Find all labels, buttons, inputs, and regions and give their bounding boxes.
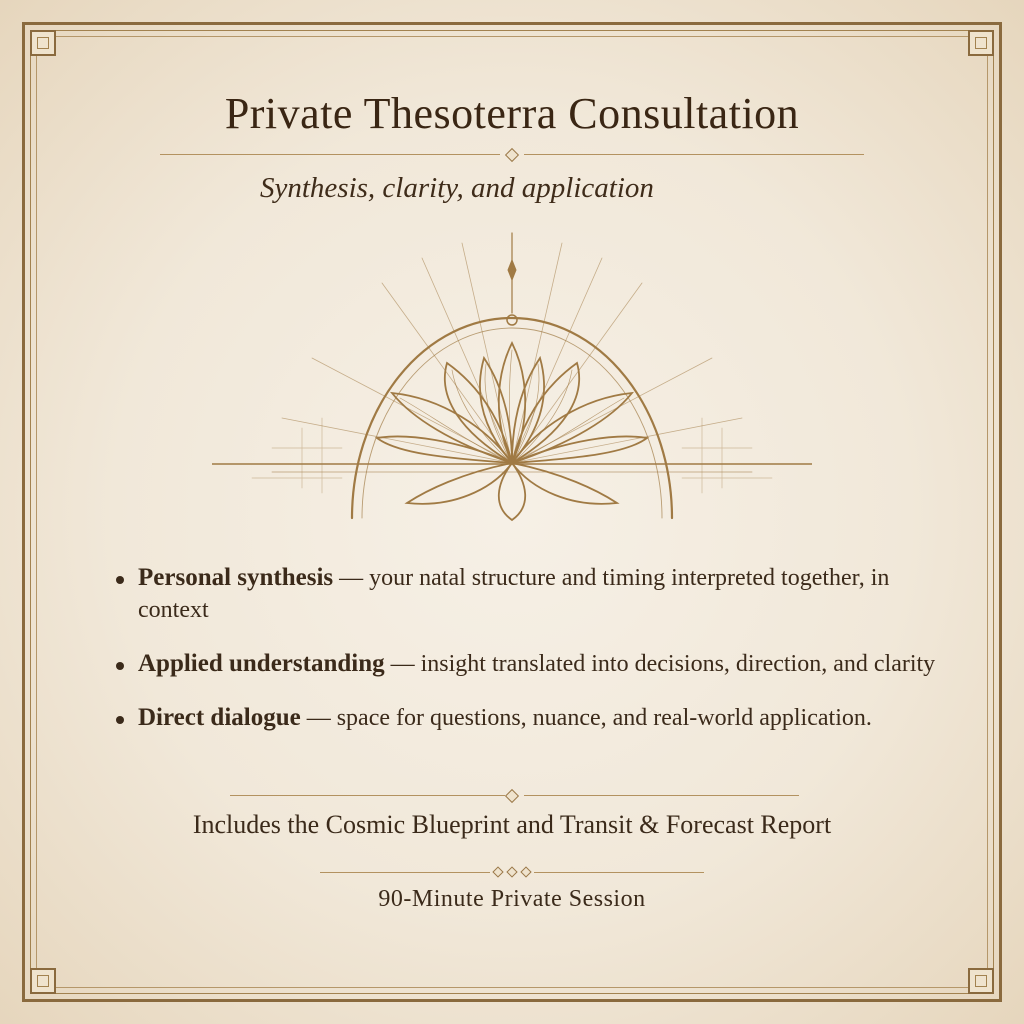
ornament-divider-left xyxy=(320,872,490,873)
feature-title: Direct dialogue xyxy=(138,704,301,731)
title-divider-right xyxy=(524,154,864,155)
ornament-divider-right xyxy=(534,872,704,873)
feature-title: Applied understanding xyxy=(138,650,385,677)
list-item xyxy=(112,648,942,680)
section-divider-right xyxy=(524,795,799,796)
feature-list xyxy=(112,562,942,756)
feature-description: — your natal structure and timing interpreted together, in context xyxy=(138,565,890,623)
session-length: 90-Minute Private Session xyxy=(378,886,646,912)
section-divider-left xyxy=(230,795,505,796)
feature-description: — space for questions, nuance, and real-world application. xyxy=(300,705,872,731)
feature-title: Personal synthesis xyxy=(138,564,334,591)
corner-ornament-top-left xyxy=(30,30,56,56)
includes-note: Includes the Cosmic Blueprint and Transit & Forecast Report xyxy=(192,810,832,839)
lotus-icon xyxy=(212,228,812,538)
list-item xyxy=(112,562,942,626)
subtitle: Synthesis, clarity, and application xyxy=(260,172,654,204)
page-title: Private Thesoterra Consultation xyxy=(224,89,800,138)
corner-ornament-bottom-right xyxy=(968,968,994,994)
feature-description: — insight translated into decisions, direction, and clarity xyxy=(384,651,936,677)
list-item xyxy=(112,702,942,734)
corner-ornament-bottom-left xyxy=(30,968,56,994)
title-divider-left xyxy=(160,154,500,155)
corner-ornament-top-right xyxy=(968,30,994,56)
